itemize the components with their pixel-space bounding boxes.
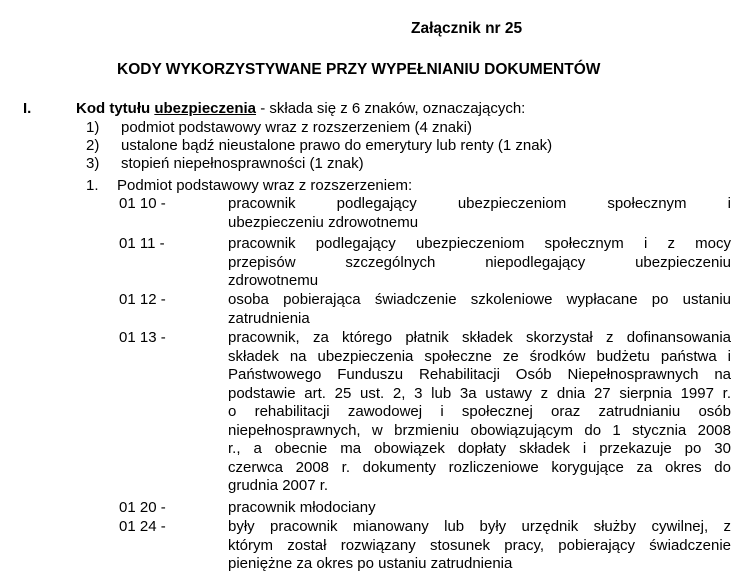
description-line: podstawie art. 25 ust. 2, 3 lub 3a ustawy z dnia 27 sierpnia 1997 r. [228,384,731,402]
description-line: przepisów szczególnych niepodlegający ubezpieczeniu [228,253,731,271]
attachment-number: Załącznik nr 25 [411,20,523,37]
description-line: pieniężne za okres po ustaniu zatrudnienia [228,555,513,572]
list-text: stopień niepełnosprawności (1 znak) [121,155,364,172]
description-line: ubezpieczeniu zdrowotnemu [228,213,419,231]
list-marker: 2) [86,137,100,154]
code-number: 01 10 - [119,195,166,212]
code-number: 01 20 - [119,499,166,516]
code-description [228,291,731,328]
list-marker: 1) [86,119,100,136]
description-line: czerwca 2008 r. dokumenty rozliczeniowe korygujące za okres do [228,458,731,476]
description-line: niepełnosprawnych, w brzmieniu obowiązującym do 1 stycznia 2008 [228,421,731,439]
description-line: r., a obecnie ma obowiązek dopłaty składek i przekazuje po 30 [228,440,731,457]
code-number: 01 24 - [119,518,166,535]
description-line: pracownik podlegający ubezpieczeniom społecznym i z mocy [228,235,731,252]
list-text: podmiot podstawowy wraz z rozszerzeniem (4 znaki) [121,119,472,136]
section-number: I. [23,100,32,117]
description-line: którym został rozwiązany stosunek pracy, pobierający świadczenie [228,536,731,554]
description-line: o rehabilitacji zawodowej i społecznej oraz zatrudnianiu osób [228,403,731,420]
description-line: były pracownik mianowany lub były urzędnik służby cywilnej, z [228,518,731,535]
code-description [228,518,731,574]
description-line: grudnia 2007 r. [228,477,329,494]
code-description [228,235,731,291]
subsection-title: Podmiot podstawowy wraz z rozszerzeniem: [117,177,413,194]
description-line: Państwowego Funduszu Rehabilitacji Osób Niepełnosprawnych na [228,366,731,383]
heading-rest: - składa się z 6 znaków, oznaczających: [256,100,526,117]
subsection-marker: 1. [86,177,99,194]
description-line: pracownik, za którego płatnik składek skorzystał z dofinansowania [228,329,731,346]
description-line: zatrudnienia [228,309,310,327]
description-line: pracownik podlegający ubezpieczeniom społecznym i [228,195,731,212]
code-number: 01 13 - [119,329,166,346]
code-description [228,329,731,496]
section-heading [76,100,525,119]
heading-prefix: Kod tytułu [76,100,155,117]
code-description [228,195,731,232]
code-number: 01 11 - [119,235,165,252]
heading-underlined: ubezpieczenia [154,100,257,117]
description-line: osoba pobierająca świadczenie szkoleniowe wypłacane po ustaniu [228,291,731,308]
description-line: składek na ubezpieczenia społeczne ze środków budżetu państwa i [228,347,731,365]
code-description [228,499,731,518]
code-number: 01 12 - [119,291,166,308]
list-text: ustalone bądź nieustalone prawo do emerytury lub renty (1 znak) [121,137,553,154]
description-line: zdrowotnemu [228,272,319,289]
description-line: pracownik młodociany [228,499,376,516]
list-marker: 3) [86,155,100,172]
page-title: KODY WYKORZYSTYWANE PRZY WYPEŁNIANIU DOKUMENTÓW [117,61,601,78]
